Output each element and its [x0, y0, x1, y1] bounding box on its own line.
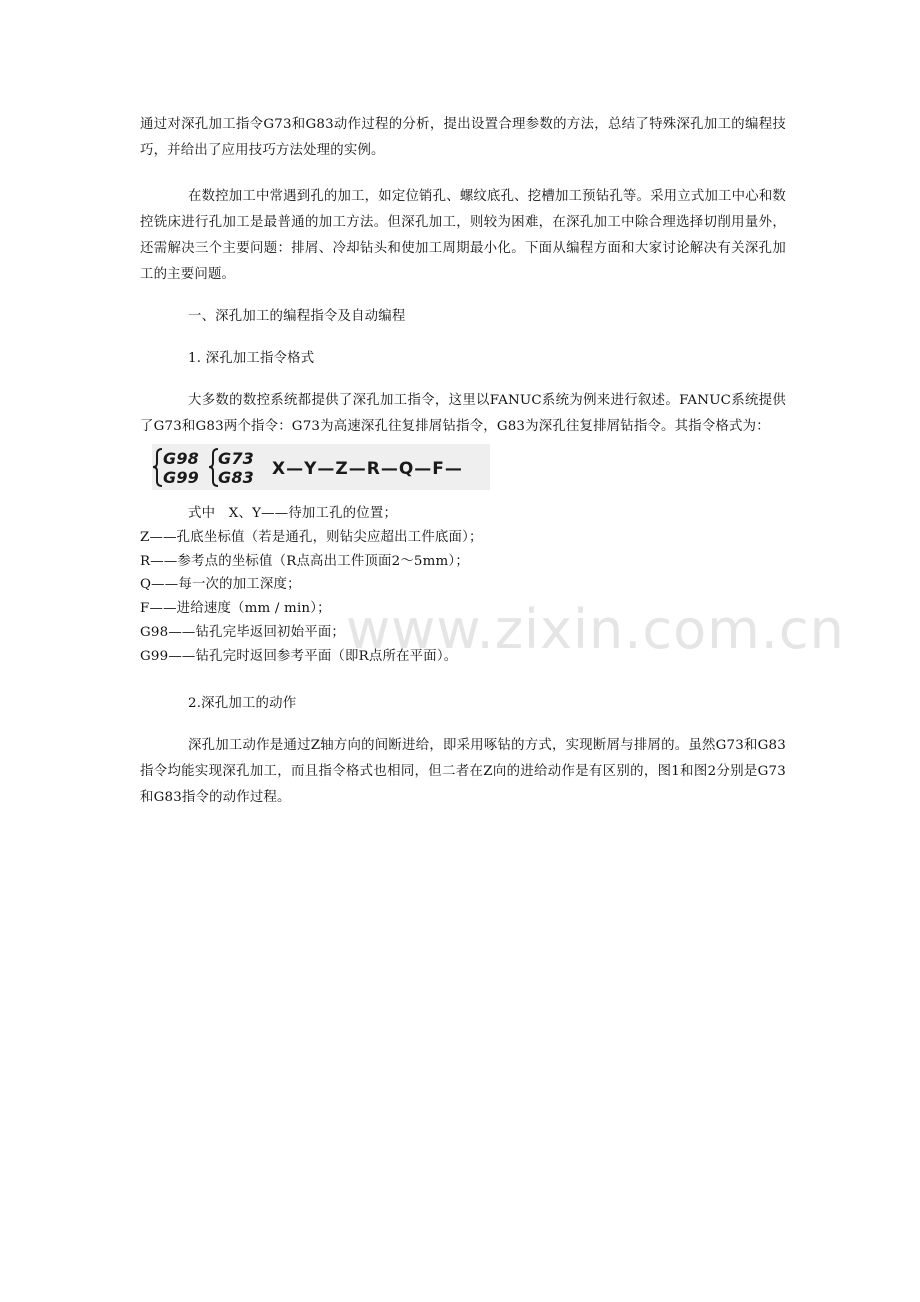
- definition-xy: 式中 X、Y——待加工孔的位置；: [188, 506, 398, 521]
- definition-g99: G99——钻孔完时返回参考平面（即R点所在平面）。: [140, 648, 458, 664]
- parameter-definitions: [140, 502, 786, 669]
- section-heading: 一、深孔加工的编程指令及自动编程: [188, 309, 406, 324]
- document-body: [140, 112, 786, 827]
- formula-g73: G73: [218, 449, 254, 468]
- paragraph-action: 深孔加工动作是通过Z轴方向的间断进给，即采用啄钻的方式，实现断屑与排屑的。虽然G73和G83指令均能实现深孔加工，而且指令格式也相同，但二者在Z向的进给动作是有区别的，图1和图2分别是G73和G83指令的动作过程。: [140, 737, 786, 805]
- subsection-heading-action: 2.深孔加工的动作: [188, 695, 297, 711]
- definition-f: F——进给速度（mm / min）；: [140, 601, 331, 617]
- formula-g98: G98: [163, 449, 199, 468]
- definition-g98: G98——钻孔完毕返回初始平面；: [140, 624, 346, 640]
- command-format-formula: [152, 444, 490, 490]
- definition-r: R——参考点的坐标值（R点高出工件顶面2～5mm）；: [140, 553, 469, 569]
- paragraph-overview: 在数控加工中常遇到孔的加工，如定位销孔、螺纹底孔、挖槽加工预钻孔等。采用立式加工中心和数控铣床进行孔加工是最普通的加工方法。但深孔加工，则较为困难，在深孔加工中除合理选择切削用量外，还需解决三个主要问题：排屑、冷却钻头和使加工周期最小化。下面从编程方面和大家讨论解决有关深孔加工的主要问题。: [140, 189, 786, 282]
- definition-q: Q——每一次的加工深度；: [140, 577, 301, 593]
- formula-g99: G99: [163, 468, 199, 487]
- command-format-image: [152, 444, 490, 490]
- formula-parameters: X—Y—Z—R—Q—F—: [272, 459, 463, 479]
- formula-g83: G83: [218, 468, 254, 487]
- paragraph-fanuc: 大多数的数控系统都提供了深孔加工指令，这里以FANUC系统为例来进行叙述。FANUC系统提供了G73和G83两个指令：G73为高速深孔往复排屑钻指令，G83为深孔往复排屑钻指令。其指令格式为：: [140, 393, 786, 434]
- left-brace: [153, 449, 162, 486]
- watermark: www.zixin.com.cn: [346, 598, 845, 661]
- middle-brace: [209, 449, 218, 486]
- subsection-heading-format: 1. 深孔加工指令格式: [188, 351, 315, 366]
- intro-paragraph: 通过对深孔加工指令G73和G83动作过程的分析，提出设置合理参数的方法，总结了特殊深孔加工的编程技巧，并给出了应用技巧方法处理的实例。: [140, 117, 786, 158]
- definition-z: Z——孔底坐标值（若是通孔，则钻尖应超出工件底面）；: [140, 529, 483, 545]
